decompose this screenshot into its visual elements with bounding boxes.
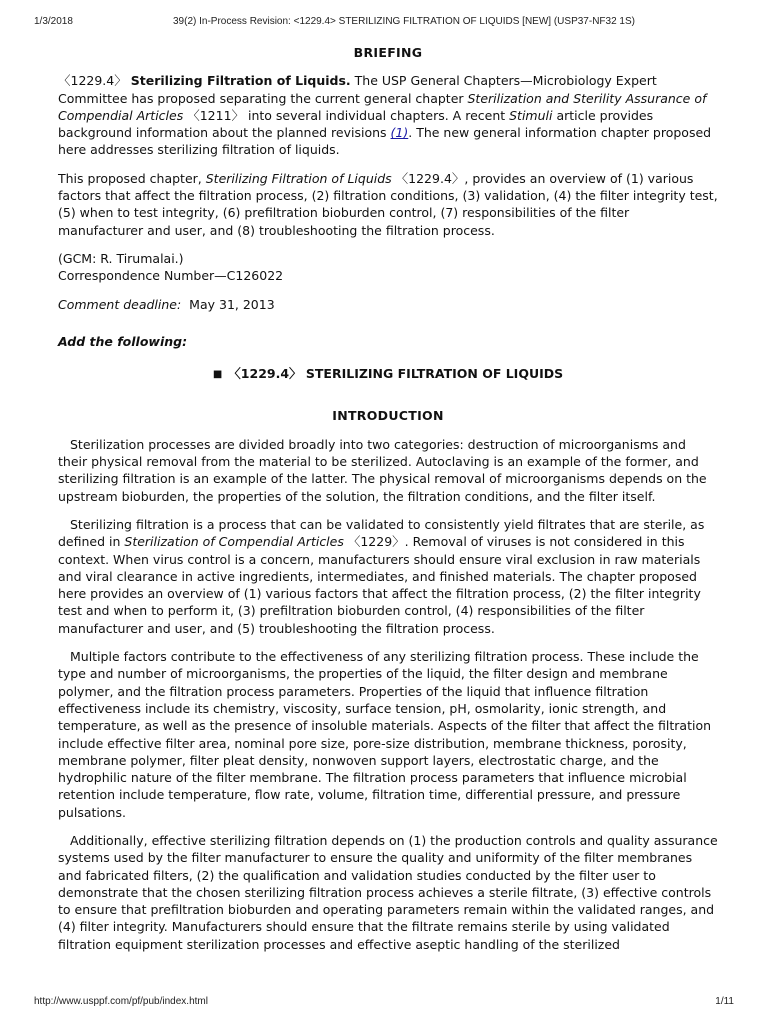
footnote-link[interactable]: (1) bbox=[390, 125, 409, 141]
print-title: 39(2) In-Process Revision: <1229.4> STERILIZING FILTRATION OF LIQUIDS [NEW] (USP37-NF32 1S) bbox=[173, 16, 635, 27]
intro-paragraph-3: Multiple factors contribute to the effectiveness of any sterilizing filtration process. These include the type and number of microorganisms, the properties of the liquid, the filter design and membrane polymer, and the filtration process parameters. Properties of the liquid that influence filtration effectiveness include its chemistry, viscosity, surface tension, pH, osmolarity, ionic strength, and temperature, as well as the presence of insoluble materials. Aspects of the filter that affect the filtration include effective filter area, nominal pore size, pore-size distribution, membrane thickness, porosity, membrane polymer, filter pleat density, nonwoven support layers, electrostatic charge, and the hydrophilic nature of the filter membrane. The filtration process parameters that influence microbial retention include temperature, flow rate, volume, filtration time, differential pressure, and pressure pulsations. bbox=[58, 649, 712, 820]
print-url: http://www.usppf.com/pf/pub/index.html bbox=[34, 996, 208, 1007]
chapter-name: Sterilizing Filtration of Liquids. bbox=[130, 73, 351, 89]
gcm-line: (GCM: R. Tirumalai.) bbox=[58, 250, 184, 266]
square-bullet-icon: ■ bbox=[212, 369, 223, 381]
briefing-heading: BRIEFING bbox=[353, 45, 423, 60]
intro-paragraph-2: Sterilizing filtration is a process that can be validated to consistently yield filtrates that are sterile, as defined in Sterilization of Compendial Articles 〈1229〉. Removal of viruses is not considered in this context. When virus control is a concern, manufacturers should ensure viral exclusion in raw materials and viral clearance in active ingredients, intermediates, and finished materials. The chapter proposed here provides an overview of (1) various factors that affect the filtration process, (2) the filter integrity test and when to perform it, (3) prefiltration bioburden control, (4) responsibilities of the filter manufacturer and user, and (5) troubleshooting the filtration process. bbox=[58, 516, 705, 636]
intro-paragraph-4: Additionally, effective sterilizing filtration depends on (1) the production controls and quality assurance systems used by the filter manufacturer to ensure the quality and uniformity of the filter membranes and fabricated filters, (2) the qualification and validation studies conducted by the filter user to demonstrate that the chosen sterilizing filtration process achieves a sterile filtrate, (3) effective controls to ensure that prefiltration bioburden and operating parameters remain within the validated ranges, and (4) filter integrity. Manufacturers should ensure that the filtrate remains sterile by using validated filtration equipment sterilization processes and effective aseptic handling of the sterilized bbox=[58, 832, 718, 952]
correspondence-line: Correspondence Number—C126022 bbox=[58, 268, 284, 284]
cited-chapter: Sterilization and Sterility Assurance of Compendial Articles bbox=[58, 90, 707, 123]
add-following-label: Add the following: bbox=[58, 333, 188, 349]
briefing-paragraph-2: This proposed chapter, Sterilizing Filtration of Liquids 〈1229.4〉, provides an overview of (1) various factors that affect the filtration process, (2) filtration conditions, (3) validation, (4) the filter integrity test, (5) when to test integrity, (6) prefiltration bioburden control, (7) responsibilities of the filter manufacturer and user, and (8) troubleshooting the filtration process. bbox=[58, 170, 718, 238]
briefing-paragraph-1: 〈1229.4〉 Sterilizing Filtration of Liquids. The USP General Chapters—Microbiology Expert Committee has proposed separating the current general chapter Sterilization and Sterility Assurance of Compendial Articles 〈1211〉 into several individual chapters. A recent Stimuli article provides background information about the planned revisions (1). The new general information chapter proposed here addresses sterilizing filtration of liquids. bbox=[58, 73, 712, 158]
document-body bbox=[58, 44, 718, 964]
chapter-title: ■ 〈1229.4〉 STERILIZING FILTRATION OF LIQUIDS bbox=[212, 366, 564, 382]
comment-deadline: Comment deadline: May 31, 2013 bbox=[58, 296, 275, 312]
page-number: 1/11 bbox=[715, 996, 734, 1007]
introduction-heading: INTRODUCTION bbox=[332, 408, 444, 424]
intro-paragraph-1: Sterilization processes are divided broadly into two categories: destruction of microorganisms and their physical removal from the material to be sterilized. Autoclaving is an example of the former, and sterilizing filtration is an example of the latter. The physical removal of microorganisms depends on the upstream bioburden, the properties of the solution, the filtration conditions, and the filter itself. bbox=[58, 436, 707, 504]
chapter-ref: 〈1229.4〉 bbox=[58, 73, 127, 89]
print-date: 1/3/2018 bbox=[34, 16, 73, 27]
